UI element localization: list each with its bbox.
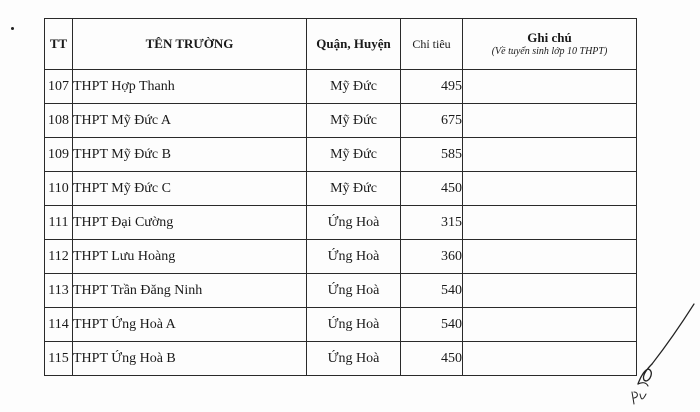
cell-note — [463, 206, 637, 240]
cell-quota: 540 — [401, 274, 463, 308]
cell-school-name: THPT Mỹ Đức C — [73, 172, 307, 206]
table-row — [45, 342, 637, 376]
cell-note — [463, 342, 637, 376]
table-row — [45, 138, 637, 172]
cell-quota: 315 — [401, 206, 463, 240]
cell-tt: 110 — [45, 172, 73, 206]
cell-district: Ứng Hoà — [307, 206, 401, 240]
handwritten-signature — [628, 300, 698, 410]
table-body — [45, 70, 637, 376]
cell-district: Mỹ Đức — [307, 70, 401, 104]
header-note-title: Ghi chú — [527, 30, 572, 45]
cell-quota: 360 — [401, 240, 463, 274]
cell-tt: 115 — [45, 342, 73, 376]
cell-school-name: THPT Hợp Thanh — [73, 70, 307, 104]
cell-quota: 585 — [401, 138, 463, 172]
cell-note — [463, 240, 637, 274]
cell-quota: 675 — [401, 104, 463, 138]
cell-tt: 109 — [45, 138, 73, 172]
cell-note — [463, 308, 637, 342]
cell-note — [463, 274, 637, 308]
header-row — [45, 19, 637, 70]
cell-district: Ứng Hoà — [307, 274, 401, 308]
cell-tt: 113 — [45, 274, 73, 308]
header-district: Quận, Huyện — [307, 19, 401, 70]
cell-quota: 495 — [401, 70, 463, 104]
cell-tt: 114 — [45, 308, 73, 342]
cell-school-name: THPT Lưu Hoàng — [73, 240, 307, 274]
table-row — [45, 274, 637, 308]
cell-district: Ứng Hoà — [307, 240, 401, 274]
cell-tt: 111 — [45, 206, 73, 240]
header-school-name: TÊN TRƯỜNG — [73, 19, 307, 70]
cell-school-name: THPT Ứng Hoà B — [73, 342, 307, 376]
cell-school-name: THPT Mỹ Đức A — [73, 104, 307, 138]
table-row — [45, 104, 637, 138]
table-row — [45, 70, 637, 104]
cell-district: Mỹ Đức — [307, 172, 401, 206]
table-row — [45, 172, 637, 206]
cell-quota: 450 — [401, 172, 463, 206]
cell-tt: 108 — [45, 104, 73, 138]
margin-dot — [11, 27, 14, 30]
cell-note — [463, 70, 637, 104]
cell-district: Mỹ Đức — [307, 138, 401, 172]
cell-tt: 107 — [45, 70, 73, 104]
table-row — [45, 206, 637, 240]
header-quota: Chỉ tiêu — [401, 19, 463, 70]
cell-school-name: THPT Trần Đăng Ninh — [73, 274, 307, 308]
header-note — [463, 19, 637, 70]
table-row — [45, 240, 637, 274]
cell-note — [463, 172, 637, 206]
cell-quota: 540 — [401, 308, 463, 342]
cell-school-name: THPT Ứng Hoà A — [73, 308, 307, 342]
header-note-subtitle: (Về tuyển sinh lớp 10 THPT) — [491, 46, 608, 57]
header-tt: TT — [45, 19, 73, 70]
cell-school-name: THPT Đại Cường — [73, 206, 307, 240]
school-quota-table — [44, 18, 637, 376]
cell-district: Mỹ Đức — [307, 104, 401, 138]
cell-note — [463, 138, 637, 172]
cell-school-name: THPT Mỹ Đức B — [73, 138, 307, 172]
cell-note — [463, 104, 637, 138]
table-row — [45, 308, 637, 342]
cell-tt: 112 — [45, 240, 73, 274]
cell-quota: 450 — [401, 342, 463, 376]
cell-district: Ứng Hoà — [307, 308, 401, 342]
cell-district: Ứng Hoà — [307, 342, 401, 376]
